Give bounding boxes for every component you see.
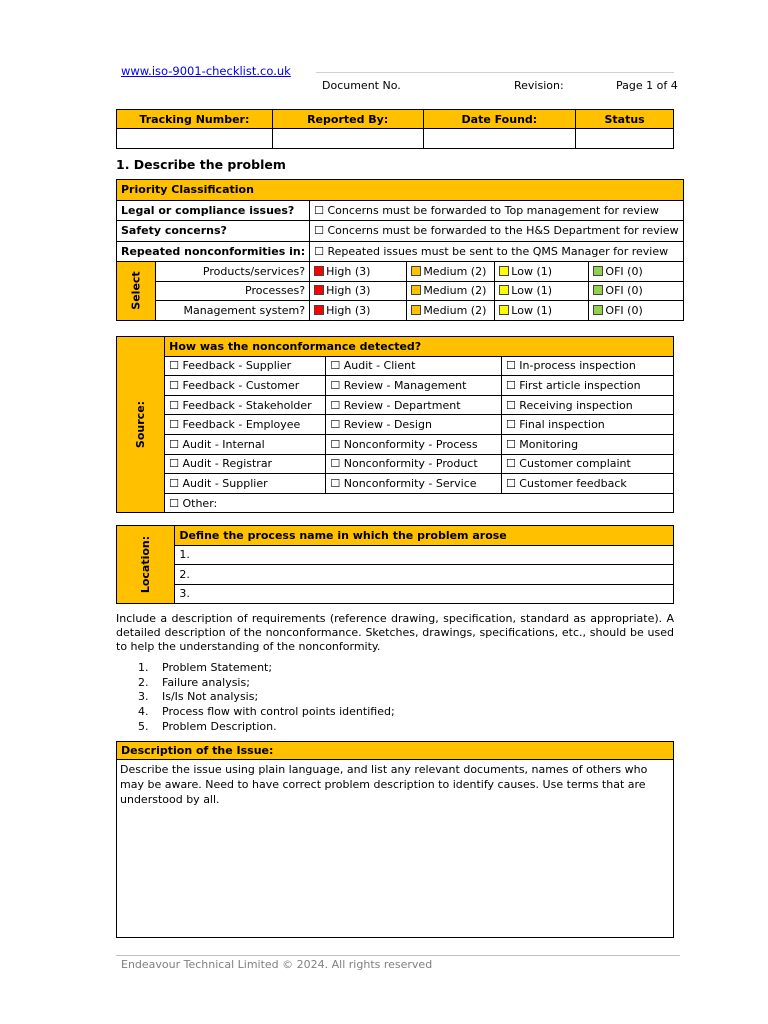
source-title: How was the nonconformance detected?: [165, 337, 674, 357]
source-option[interactable]: ☐ Review - Management: [326, 376, 502, 396]
list-item: 3. Is/Is Not analysis;: [138, 690, 259, 704]
description-table: [116, 741, 674, 938]
tracking-number-header: Tracking Number:: [117, 110, 273, 129]
yellow-checkbox-icon: [499, 266, 509, 276]
red-checkbox-icon: [314, 285, 324, 295]
source-option[interactable]: ☐ Nonconformity - Process: [326, 434, 502, 454]
source-option[interactable]: ☐ Nonconformity - Product: [326, 454, 502, 474]
description-body[interactable]: Describe the issue using plain language, and list any relevant documents, names of others who may be aware. Need to have correct problem description to identify causes. Use terms that are understood by all.: [117, 760, 674, 938]
yellow-checkbox-icon: [499, 285, 509, 295]
reported-by-field[interactable]: [272, 129, 423, 149]
date-found-header: Date Found:: [423, 110, 576, 129]
list-item: 1. Problem Statement;: [138, 661, 273, 674]
management-label: Management system?: [156, 301, 310, 321]
source-option[interactable]: ☐ Review - Department: [326, 395, 502, 415]
source-option[interactable]: ☐ Audit - Supplier: [165, 474, 326, 494]
source-option[interactable]: ☐ Customer feedback: [501, 474, 673, 494]
green-checkbox-icon: [593, 305, 603, 315]
products-ofi-option[interactable]: OFI (0): [589, 262, 683, 282]
source-option[interactable]: ☐ Customer complaint: [501, 454, 673, 474]
header-divider: [316, 72, 674, 73]
status-field[interactable]: [576, 129, 674, 149]
safety-checkbox[interactable]: ☐ Concerns must be forwarded to the H&S Department for review: [310, 221, 683, 242]
footer-divider: [116, 955, 680, 956]
products-low-option[interactable]: Low (1): [495, 262, 589, 282]
location-side-label: Location:: [117, 526, 175, 604]
orange-checkbox-icon: [411, 305, 421, 315]
products-medium-option[interactable]: Medium (2): [407, 262, 495, 282]
processes-label: Processes?: [156, 281, 310, 301]
source-option[interactable]: ☐ Final inspection: [501, 415, 673, 435]
location-line-3[interactable]: 3.: [175, 584, 674, 604]
location-title: Define the process name in which the problem arose: [175, 526, 674, 546]
green-checkbox-icon: [593, 266, 603, 276]
requirements-list: [138, 661, 395, 735]
repeated-checkbox[interactable]: ☐ Repeated issues must be sent to the QMS Manager for review: [310, 241, 683, 262]
orange-checkbox-icon: [411, 285, 421, 295]
source-option[interactable]: ☐ In-process inspection: [501, 356, 673, 376]
tracking-number-field[interactable]: [117, 129, 273, 149]
source-option[interactable]: ☐ Audit - Internal: [165, 434, 326, 454]
green-checkbox-icon: [593, 285, 603, 295]
safety-label: Safety concerns?: [117, 221, 310, 242]
red-checkbox-icon: [314, 266, 324, 276]
products-label: Products/services?: [156, 262, 310, 282]
source-option[interactable]: ☐ Audit - Client: [326, 356, 502, 376]
list-item: 5. Problem Description.: [138, 719, 277, 733]
source-option[interactable]: ☐ Nonconformity - Service: [326, 474, 502, 494]
priority-table: [116, 179, 684, 321]
select-side-label: Select: [117, 262, 156, 321]
red-checkbox-icon: [314, 305, 324, 315]
priority-title: Priority Classification: [117, 180, 684, 201]
document-no-label: Document No.: [322, 79, 401, 92]
page-indicator: Page 1 of 4: [616, 79, 678, 92]
source-option[interactable]: ☐ Review - Design: [326, 415, 502, 435]
legal-checkbox[interactable]: ☐ Concerns must be forwarded to Top management for review: [310, 200, 683, 221]
source-option[interactable]: ☐ Feedback - Employee: [165, 415, 326, 435]
source-side-label: Source:: [117, 337, 165, 513]
processes-high-option[interactable]: High (3): [310, 281, 407, 301]
management-medium-option[interactable]: Medium (2): [407, 301, 495, 321]
repeated-label: Repeated nonconformities in:: [117, 241, 310, 262]
footer-text: Endeavour Technical Limited © 2024. All rights reserved: [121, 958, 433, 971]
source-option[interactable]: ☐ Feedback - Stakeholder: [165, 395, 326, 415]
tracking-table: [116, 109, 674, 149]
source-option[interactable]: ☐ Audit - Registrar: [165, 454, 326, 474]
instructions-paragraph: Include a description of requirements (reference drawing, specification, standard as appropriate). A detailed description of the nonconformance. Sketches, drawings, specifications, etc., should be used to help the understanding of the nonconformity.: [116, 612, 674, 653]
location-line-2[interactable]: 2.: [175, 565, 674, 585]
source-other-option[interactable]: ☐ Other:: [165, 493, 674, 513]
yellow-checkbox-icon: [499, 305, 509, 315]
source-option[interactable]: ☐ Monitoring: [501, 434, 673, 454]
source-option[interactable]: ☐ Feedback - Customer: [165, 376, 326, 396]
source-table: [116, 336, 674, 513]
status-header: Status: [576, 110, 674, 129]
revision-label: Revision:: [514, 79, 564, 92]
legal-label: Legal or compliance issues?: [117, 200, 310, 221]
source-option[interactable]: ☐ First article inspection: [501, 376, 673, 396]
source-option[interactable]: ☐ Feedback - Supplier: [165, 356, 326, 376]
management-low-option[interactable]: Low (1): [495, 301, 589, 321]
list-item: 4. Process flow with control points identified;: [138, 705, 395, 719]
processes-low-option[interactable]: Low (1): [495, 281, 589, 301]
website-link[interactable]: www.iso-9001-checklist.co.uk: [121, 64, 291, 78]
products-high-option[interactable]: High (3): [310, 262, 407, 282]
source-option[interactable]: ☐ Receiving inspection: [501, 395, 673, 415]
management-high-option[interactable]: High (3): [310, 301, 407, 321]
location-table: [116, 525, 674, 604]
list-item: 2. Failure analysis;: [138, 675, 250, 689]
location-line-1[interactable]: 1.: [175, 545, 674, 565]
date-found-field[interactable]: [423, 129, 576, 149]
description-title: Description of the Issue:: [117, 742, 674, 760]
management-ofi-option[interactable]: OFI (0): [589, 301, 683, 321]
orange-checkbox-icon: [411, 266, 421, 276]
reported-by-header: Reported By:: [272, 110, 423, 129]
processes-medium-option[interactable]: Medium (2): [407, 281, 495, 301]
section-title: 1. Describe the problem: [116, 157, 286, 172]
processes-ofi-option[interactable]: OFI (0): [589, 281, 683, 301]
